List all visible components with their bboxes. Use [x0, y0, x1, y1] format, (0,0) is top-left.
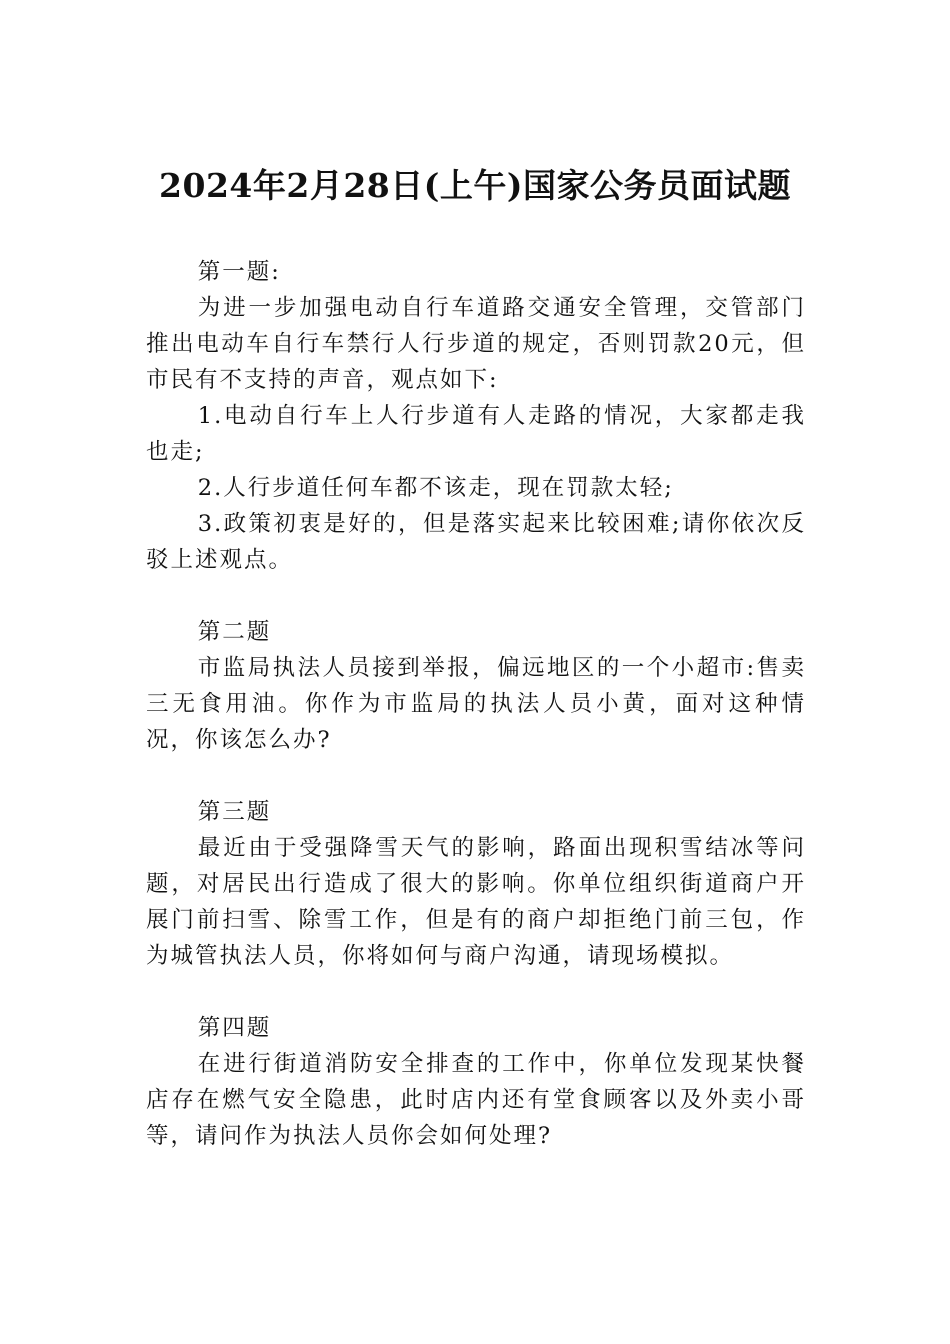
document-body	[146, 254, 806, 1154]
question-2	[146, 614, 806, 758]
question-3	[146, 794, 806, 974]
question-1-paragraph: 3.政策初衷是好的，但是落实起来比较困难;请你依次反驳上述观点。	[146, 511, 806, 573]
question-1-paragraph: 1.电动自行车上人行步道有人走路的情况，大家都走我也走;	[146, 403, 806, 465]
question-3-paragraph: 最近由于受强降雪天气的影响，路面出现积雪结冰等问题，对居民出行造成了很大的影响。你单位组织街道商户开展门前扫雪、除雪工作，但是有的商户却拒绝门前三包，作为城管执法人员，你将如何与商户沟通，请现场模拟。	[146, 835, 806, 969]
question-2-paragraph: 市监局执法人员接到举报，偏远地区的一个小超市:售卖三无食用油。你作为市监局的执法人员小黄，面对这种情况，你该怎么办?	[146, 655, 806, 753]
question-4-heading: 第四题	[197, 1015, 272, 1041]
document-title: 2024年2月28日(上午)国家公务员面试题	[159, 166, 791, 205]
question-2-heading: 第二题	[197, 619, 272, 645]
question-4-paragraph: 在进行街道消防安全排查的工作中，你单位发现某快餐店存在燃气安全隐患，此时店内还有堂食顾客以及外卖小哥等，请问作为执法人员你会如何处理?	[146, 1051, 806, 1149]
question-4	[146, 1010, 806, 1154]
question-1	[146, 254, 806, 578]
question-3-heading: 第三题	[197, 799, 272, 825]
question-1-paragraph: 2.人行步道任何车都不该走，现在罚款太轻;	[197, 475, 674, 501]
question-1-paragraph: 为进一步加强电动自行车道路交通安全管理，交管部门推出电动车自行车禁行人行步道的规定，否则罚款20元，但市民有不支持的声音，观点如下:	[146, 295, 806, 393]
question-1-heading: 第一题:	[197, 259, 281, 285]
